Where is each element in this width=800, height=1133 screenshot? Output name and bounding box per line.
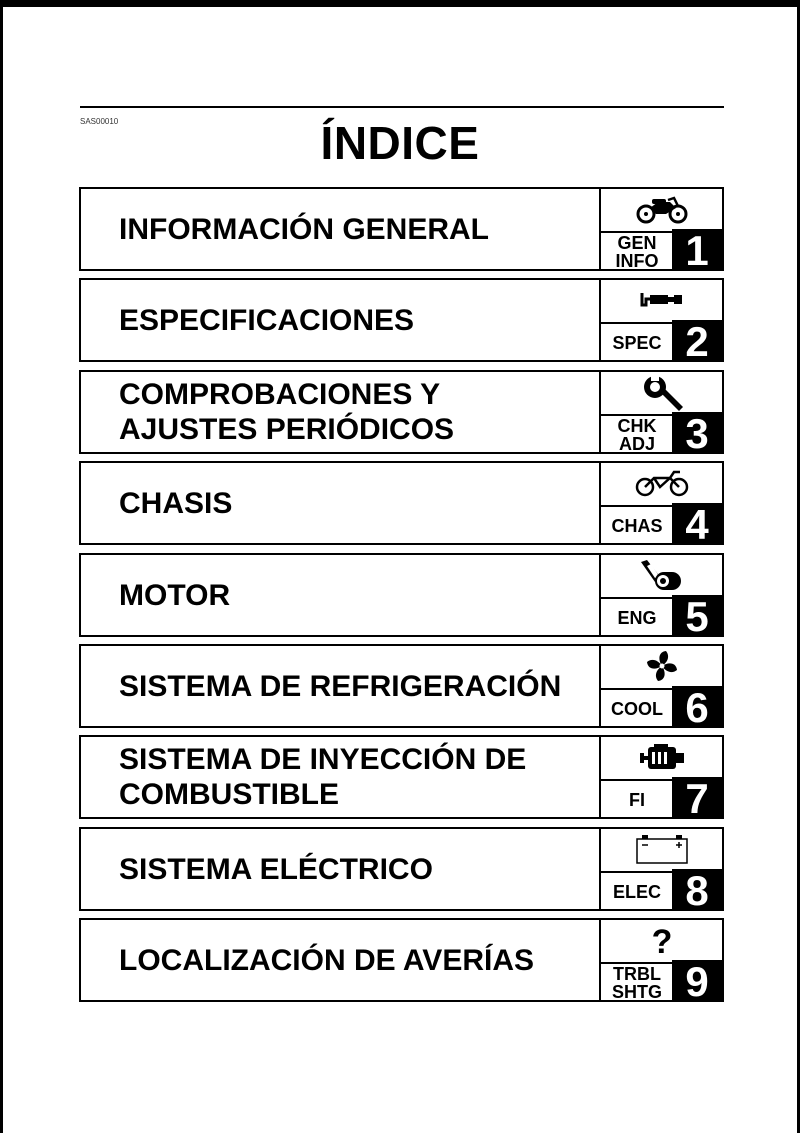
section-number: 8 bbox=[672, 869, 722, 911]
section-abbreviation: ELEC bbox=[612, 882, 661, 902]
wrench-icon bbox=[601, 372, 722, 414]
section-title: SISTEMA DE REFRIGERACIÓN bbox=[81, 646, 601, 726]
section-number: 5 bbox=[672, 595, 722, 637]
fuel-injection-icon bbox=[601, 737, 722, 777]
section-tab bbox=[601, 737, 722, 822]
engine-icon bbox=[601, 555, 722, 595]
section-abbreviation: ENG bbox=[617, 608, 657, 628]
section-tab bbox=[601, 280, 722, 365]
section-troubleshooting[interactable] bbox=[79, 918, 724, 1005]
section-specifications[interactable] bbox=[79, 278, 724, 365]
section-title: SISTEMA DE INYECCIÓN DE COMBUSTIBLE bbox=[81, 737, 601, 817]
section-number: 2 bbox=[672, 320, 722, 362]
section-abbreviation: CHK ADJ bbox=[617, 416, 657, 454]
section-abbreviation: FI bbox=[629, 790, 645, 810]
section-title: ESPECIFICACIONES bbox=[81, 280, 601, 360]
section-title: INFORMACIÓN GENERAL bbox=[81, 189, 601, 269]
fan-icon bbox=[601, 646, 722, 686]
section-number: 3 bbox=[672, 412, 722, 454]
section-title: MOTOR bbox=[81, 555, 601, 635]
section-tab bbox=[601, 829, 722, 914]
section-number: 9 bbox=[672, 960, 722, 1002]
document-code: SAS00010 bbox=[80, 117, 119, 126]
motorcycle-icon bbox=[601, 189, 722, 229]
section-title: CHASIS bbox=[81, 463, 601, 543]
section-periodic-checks[interactable] bbox=[79, 370, 724, 457]
section-tab bbox=[601, 463, 722, 548]
page-title: ÍNDICE bbox=[320, 117, 480, 169]
section-electrical[interactable] bbox=[79, 827, 724, 914]
section-tab bbox=[601, 920, 722, 1005]
section-chassis[interactable] bbox=[79, 461, 724, 548]
section-title: SISTEMA ELÉCTRICO bbox=[81, 829, 601, 909]
section-general-info[interactable] bbox=[79, 187, 724, 274]
battery-icon bbox=[601, 829, 722, 869]
section-tab bbox=[601, 646, 722, 731]
section-abbreviation: GEN INFO bbox=[615, 233, 659, 271]
section-number: 4 bbox=[672, 503, 722, 545]
section-number: 1 bbox=[672, 229, 722, 271]
section-tab bbox=[601, 555, 722, 640]
section-abbreviation: TRBL SHTG bbox=[611, 964, 662, 1002]
section-number: 6 bbox=[672, 686, 722, 728]
section-abbreviation: CHAS bbox=[611, 516, 663, 536]
svg-text:?: ? bbox=[651, 923, 672, 957]
caliper-icon bbox=[601, 280, 722, 320]
section-number: 7 bbox=[672, 777, 722, 819]
section-tab bbox=[601, 372, 722, 457]
section-abbreviation: COOL bbox=[611, 699, 663, 719]
question-icon bbox=[601, 920, 722, 960]
top-rule bbox=[80, 106, 724, 108]
chassis-icon bbox=[601, 463, 722, 503]
section-title: LOCALIZACIÓN DE AVERÍAS bbox=[81, 920, 601, 1000]
section-fuel-injection[interactable] bbox=[79, 735, 724, 822]
section-title: COMPROBACIONES Y AJUSTES PERIÓDICOS bbox=[81, 372, 601, 452]
section-engine[interactable] bbox=[79, 553, 724, 640]
section-tab bbox=[601, 189, 722, 274]
section-cooling[interactable] bbox=[79, 644, 724, 731]
section-abbreviation: SPEC bbox=[612, 333, 662, 353]
